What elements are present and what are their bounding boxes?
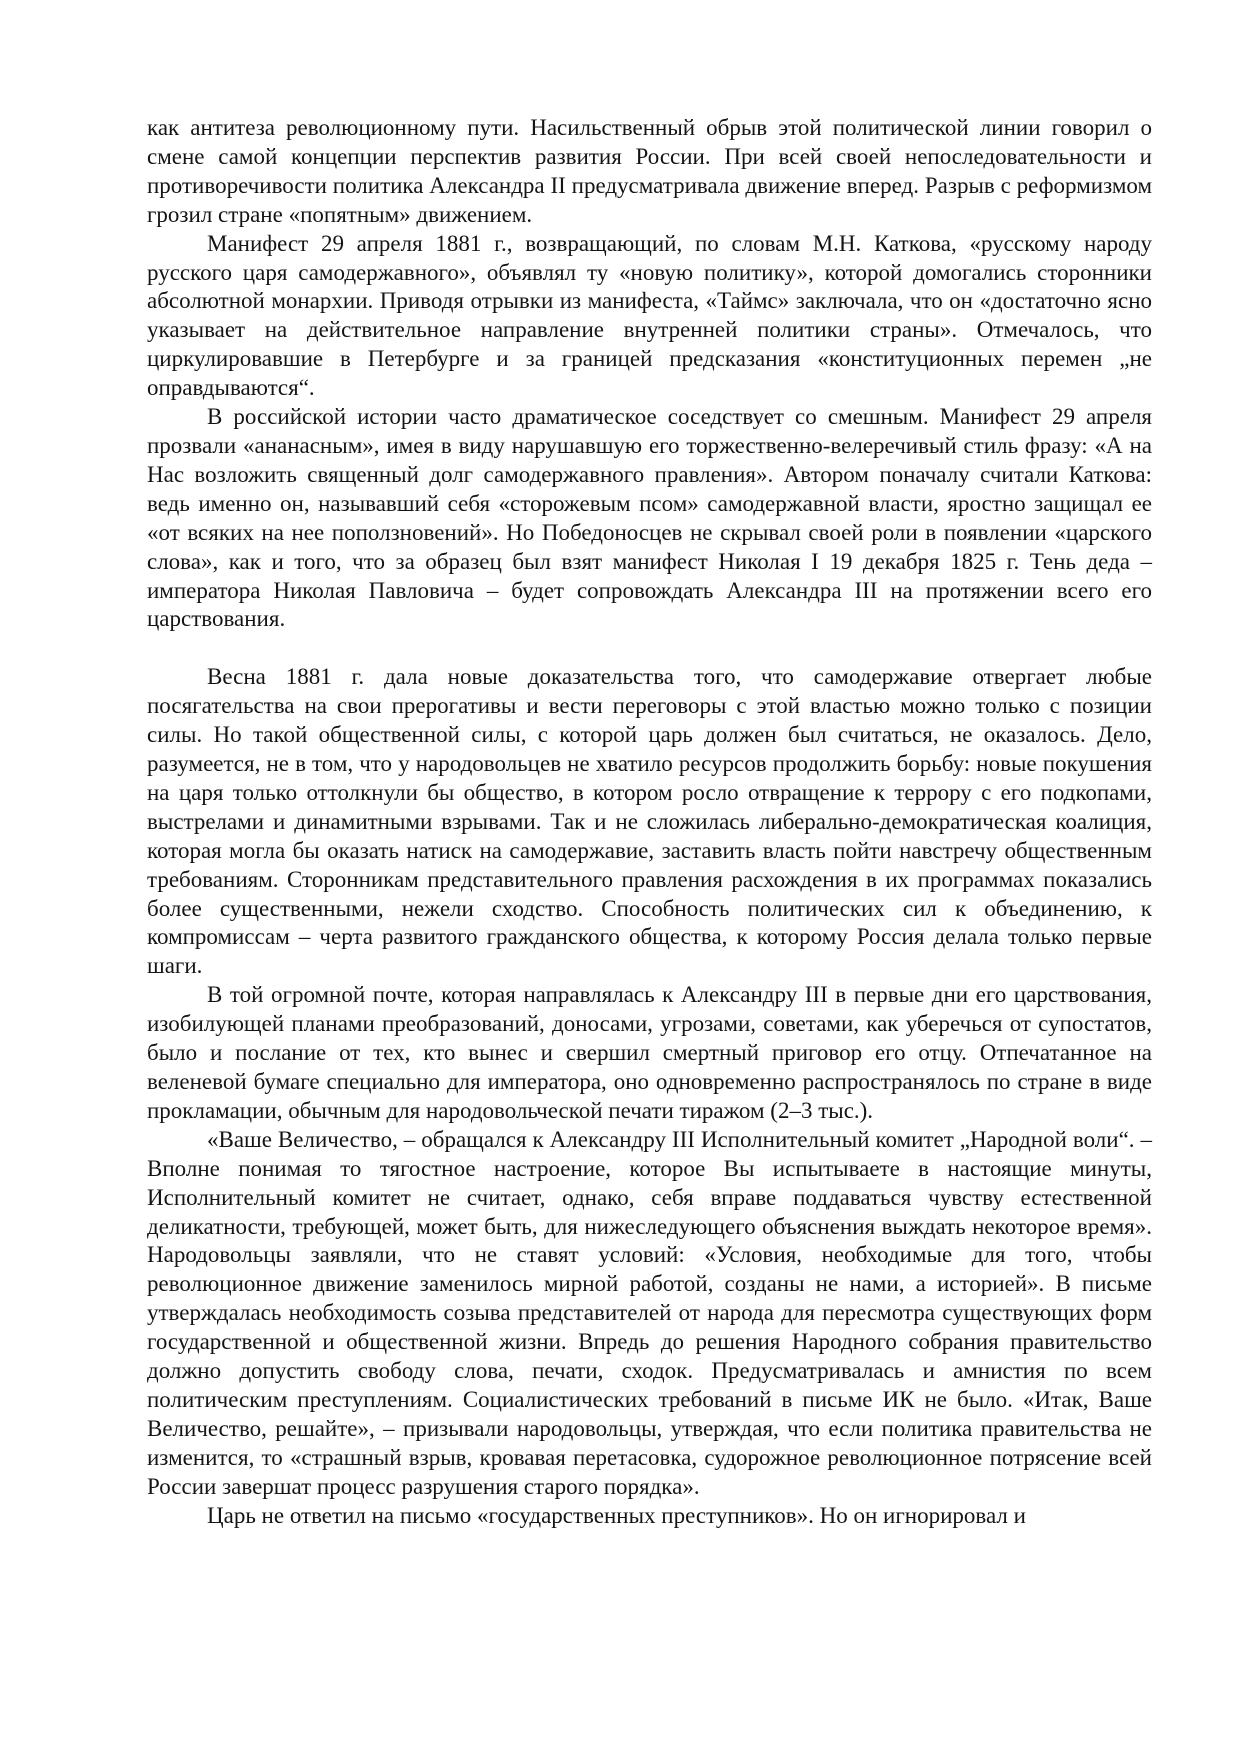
paragraph-manifesto: Манифест 29 апреля 1881 г., возвращающий, по словам М.Н. Каткова, «русскому народу русского царя самодержавного», объявлял ту «новую политику», которой домогались сторонники абсолютной монархии. Приводя отрывки из манифеста, «Таймс» заключала, что он «достаточно ясно указывает на действительное направление внутренней политики страны». Отмечалось, что циркулировавшие в Петербурге и за границей предсказания «конституционных перемен „не оправдываются“. [147, 230, 1152, 401]
section-break [147, 634, 1152, 663]
paragraph-pineapple-manifesto: В российской истории часто драматическое соседствует со смешным. Манифест 29 апреля прозвали «ананасным», имея в виду нарушавшую его торжественно-велеречивый стиль фразу: «А на Нас возложить священный долг самодержавного правления». Автором поначалу считали Каткова: ведь именно он, называвший себя «сторожевым псом» самодержавной власти, яростно защищал ее «от всяких на нее поползновений». Но Победоносцев не скрывал своей роли в появлении «царского слова», как и того, что за образец был взят манифест Николая I 19 декабря 1825 г. Тень деда – императора Николая Павловича – будет сопровождать Александра III на протяжении всего его царствования. [147, 404, 1152, 632]
document-page [147, 114, 1152, 1531]
paragraph-continuation: как антитеза революционному пути. Насильственный обрыв этой политической линии говорил о смене самой концепции перспектив развития России. При всей своей непоследовательности и противоречивости политика Александра II предусматривала движение вперед. Разрыв с реформизмом грозил стране «попятным» движением. [147, 115, 1152, 227]
paragraph-tsar-response: Царь не ответил на письмо «государственных преступников». Но он игнорировал и [207, 1502, 1026, 1528]
paragraph-executive-committee-letter: «Ваше Величество, – обращался к Александру III Исполнительный комитет „Народной воли“. – Вполне понимая то тягостное настроение, которое Вы испытываете в настоящие минуты, Исполнительный комитет не считает, однако, себя вправе поддаваться чувству естественной деликатности, требующей, может быть, для нижеследующего объяснения выждать некоторое время». Народовольцы заявляли, что не ставят условий: «Условия, необходимые для того, чтобы революционное движение заменилось мирной работой, созданы не нами, а историей». В письме утверждалась необходимость созыва представителей от народа для пересмотра существующих форм государственной и общественной жизни. Впредь до решения Народного собрания правительство должно допустить свободу слова, печати, сходок. Предусматривалась и амнистия по всем политическим преступлениям. Социалистических требований в письме ИК не было. «Итак, Ваше Величество, решайте», – призывали народовольцы, утверждая, что если политика правительства не изменится, то «страшный взрыв, кровавая перетасовка, судорожное революционное потрясение всей России завершат процесс разрушения старого порядка». [147, 1126, 1152, 1499]
paragraph-mail-to-tsar: В той огромной почте, которая направлялась к Александру III в первые дни его царствования, изобилующей планами преобразований, доносами, угрозами, советами, как уберечься от супостатов, было и послание от тех, кто вынес и свершил смертный приговор его отцу. Отпечатанное на веленевой бумаге специально для императора, оно одновременно распространялось по стране в виде прокламации, обычным для народовольческой печати тиражом (2–3 тыс.). [147, 982, 1152, 1123]
paragraph-spring-1881: Весна 1881 г. дала новые доказательства того, что самодержавие отвергает любые посягательства на свои прерогативы и вести переговоры с этой властью можно только с позиции силы. Но такой общественной силы, с которой царь должен был считаться, не оказалось. Дело, разумеется, не в том, что у народовольцев не хватило ресурсов продолжить борьбу: новые покушения на царя только оттолкнули бы общество, в котором росло отвращение к террору с его подкопами, выстрелами и динамитными взрывами. Так и не сложилась либерально-демократическая коалиция, которая могла бы оказать натиск на самодержавие, заставить власть пойти навстречу общественным требованиям. Сторонникам представительного правления расхождения в их программах показались более существенными, нежели сходство. Способность политических сил к объединению, к компромиссам – черта развитого гражданского общества, к которому Россия делала только первые шаги. [147, 664, 1152, 979]
